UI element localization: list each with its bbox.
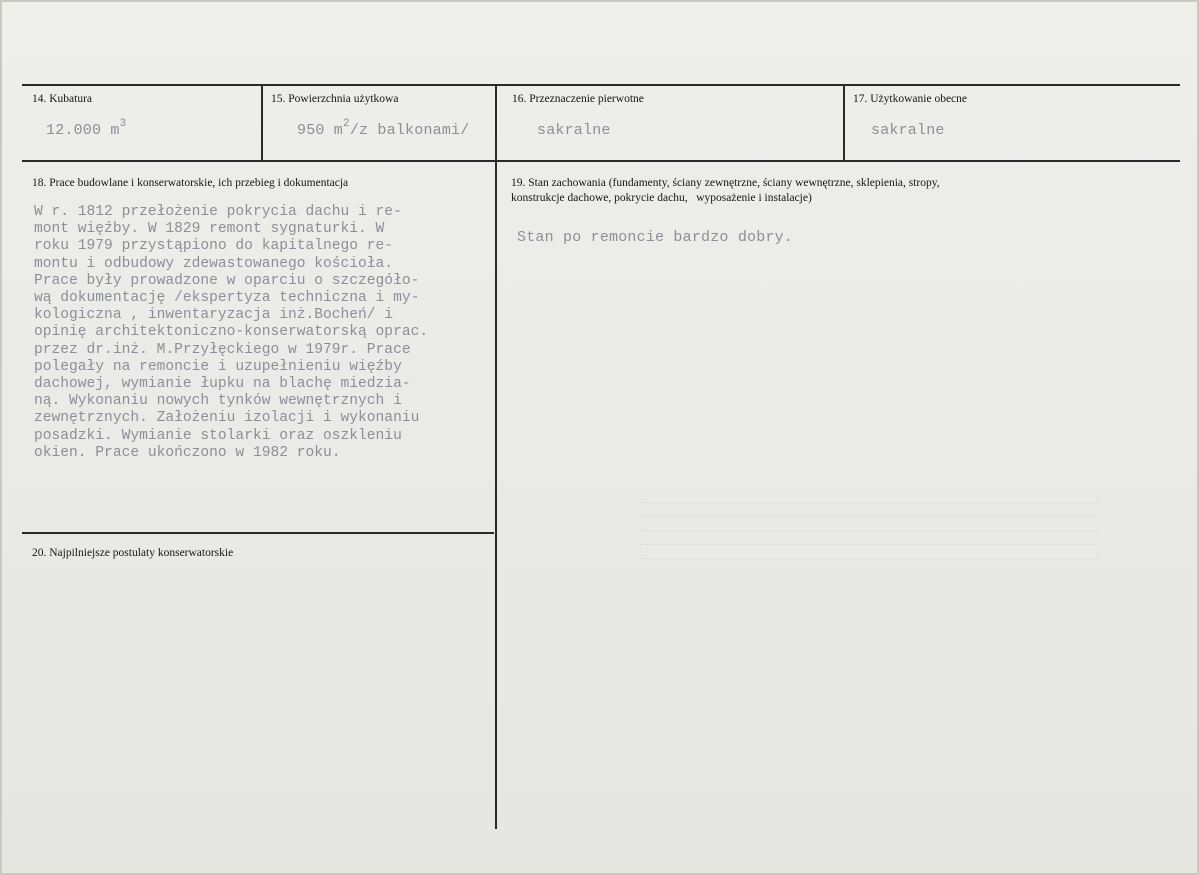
col-divider-15-16 [495, 85, 497, 829]
field-17-value: sakralne [871, 122, 945, 139]
field-20-label: 20. Najpilniejsze postulaty konserwatorskie [32, 547, 234, 559]
field-18-line: polegały na remoncie i uzupełnieniu więźby [34, 358, 402, 375]
field-18-line: Prace były prowadzone w oparciu o szczegóło- [34, 272, 420, 289]
field-18-line: ną. Wykonaniu nowych tynków wewnętrznych i [34, 393, 402, 410]
section-20-rule [22, 532, 494, 534]
field-18-line: kologiczna , inwentaryzacja inż.Bocheń/ i [34, 307, 394, 324]
col-divider-14-15 [261, 85, 263, 161]
field-18-line: opinię architektoniczno-konserwatorską oprac. [34, 324, 429, 341]
field-18-line: W r. 1812 przełożenie pokrycia dachu i re- [34, 204, 402, 220]
cubature-number: 12.000 m [46, 122, 120, 139]
area-exponent: 2 [343, 118, 350, 130]
field-19-label-line2: konstrukcje dachowe, pokrycie dachu, wyposażenie i instalacje) [511, 192, 812, 204]
field-16-value: sakralne [537, 122, 611, 139]
field-15-value [297, 120, 469, 139]
top-rule [22, 84, 1180, 86]
field-18-line: zewnętrznych. Założeniu izolacji i wykonaniu [34, 410, 420, 427]
area-number: 950 m [297, 122, 344, 139]
field-18-line: dachowej, wymianie łupku na blachę miedzia- [34, 376, 411, 393]
field-18-line: posadzki. Wymianie stolarki oraz oszkleniu [34, 427, 402, 444]
field-18-label: 18. Prace budowlane i konserwatorskie, ich przebieg i dokumentacja [32, 177, 349, 189]
col-divider-16-17 [843, 85, 845, 161]
field-18-line: mont więźby. W 1829 remont sygnaturki. W [34, 221, 385, 238]
area-note: /z balkonami/ [349, 122, 470, 139]
field-15-label: 15. Powierzchnia użytkowa [271, 93, 399, 105]
field-18-line: roku 1979 przystąpiono do kapitalnego re- [34, 238, 394, 255]
field-19-label-line1: 19. Stan zachowania (fundamenty, ściany zewnętrzne, ściany wewnętrzne, sklepienia, stropy, [511, 177, 940, 189]
show-through-marks [640, 490, 1100, 600]
field-18-text [34, 204, 428, 462]
field-17-label: 17. Użytkowanie obecne [853, 93, 968, 105]
field-16-label: 16. Przeznaczenie pierwotne [512, 93, 644, 105]
field-18-line: okien. Prace ukończono w 1982 roku. [34, 444, 341, 461]
field-18-line: wą dokumentację /ekspertyza techniczna i my- [34, 290, 420, 307]
row-divider-rule [22, 160, 1180, 162]
field-19-value: Stan po remoncie bardzo dobry. [517, 229, 794, 246]
field-18-line: przez dr.inż. M.Przyłęckiego w 1979r. Prace [34, 341, 411, 358]
cubature-exponent: 3 [119, 118, 127, 130]
field-14-label: 14. Kubatura [32, 93, 93, 105]
field-14-value [46, 120, 126, 139]
field-18-line: montu i odbudowy zdewastowanego kościoła. [34, 255, 394, 272]
